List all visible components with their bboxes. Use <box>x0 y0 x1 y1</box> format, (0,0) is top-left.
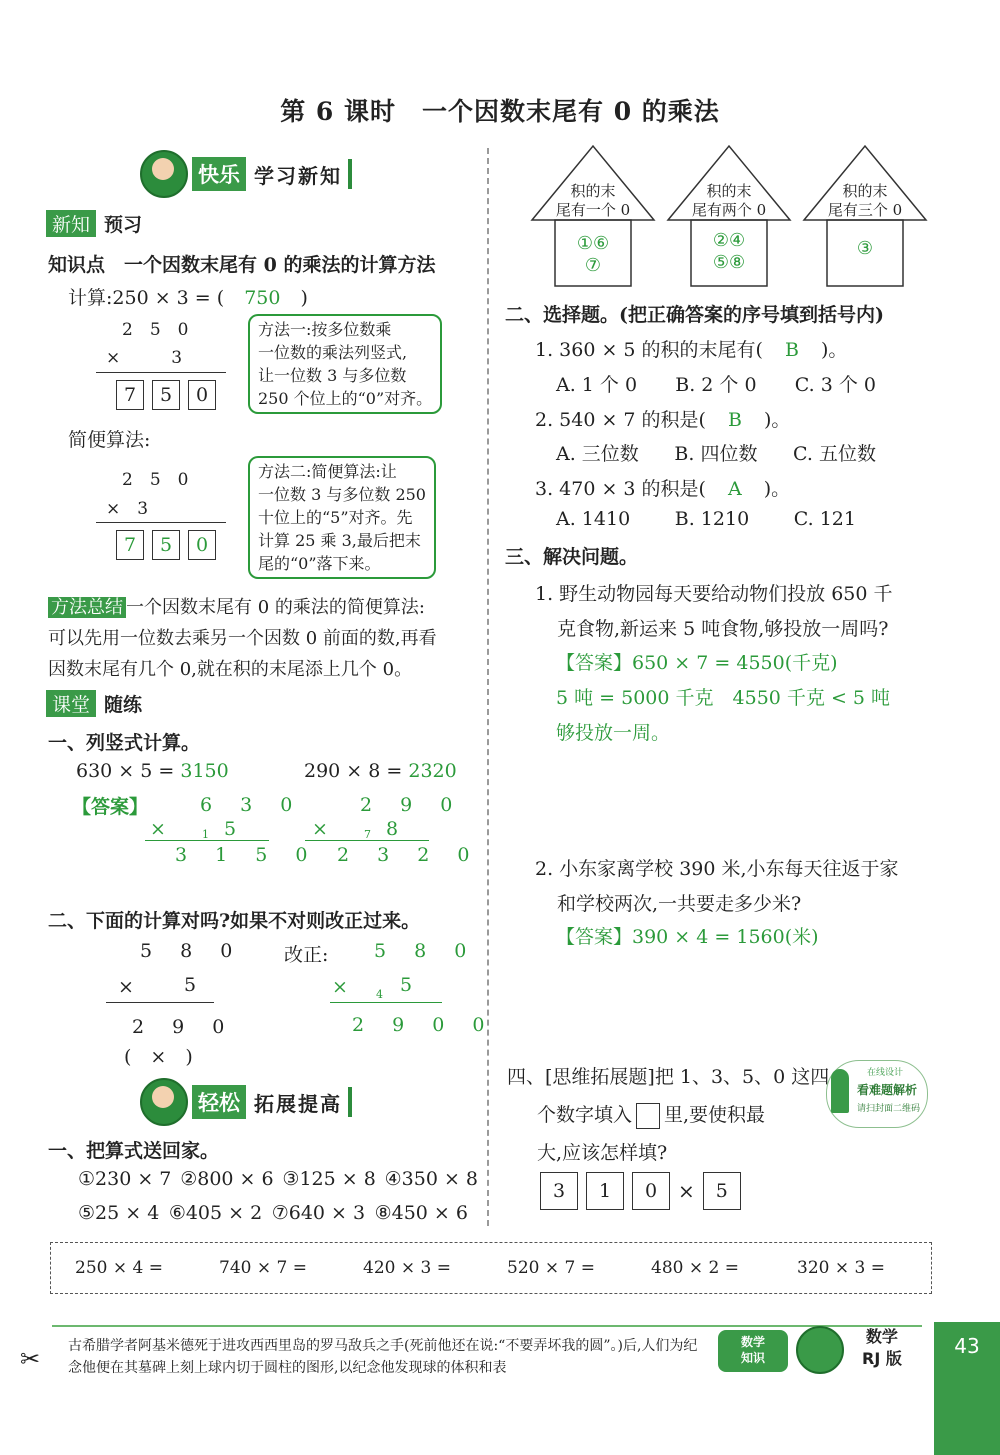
wrong-result: 2 9 0 <box>132 1016 236 1038</box>
q1a-expr: 630 × 5 = <box>76 760 181 782</box>
roof-text: 尾有三个 0 <box>827 201 903 219</box>
method1-line: 一位数的乘法列竖式, <box>258 343 408 362</box>
fixed-m: 5 <box>400 974 413 996</box>
option: C. 3 个 0 <box>794 374 876 396</box>
item: ⑥405 × 2 <box>168 1202 263 1224</box>
problem-line: 克食物,新运来 5 吨食物,够投放一周吗? <box>557 618 889 640</box>
option: B. 2 个 0 <box>675 374 757 396</box>
v3-line <box>145 840 269 841</box>
problem-line: 里,要使积最 <box>664 1104 766 1126</box>
tree-icon <box>831 1069 849 1113</box>
preview-label: 预习 <box>104 214 143 236</box>
calc-close: ) <box>300 287 308 309</box>
knowledge-point: 知识点 一个因数末尾有 0 的乘法的计算方法 <box>48 254 436 276</box>
option: C. 121 <box>793 508 856 530</box>
roof-text: 尾有两个 0 <box>691 201 767 219</box>
problem-line: 2. 小东家离学校 390 米,小东每天往返于家 <box>535 858 899 880</box>
choice-1-options <box>556 370 876 397</box>
answer-line: 5 吨 = 5000 千克 4550 千克 < 5 吨 <box>556 687 891 709</box>
roof-text: 尾有一个 0 <box>555 201 631 219</box>
simple-label: 简便算法: <box>68 429 151 451</box>
answer-text: B <box>727 409 742 431</box>
calc-label: 计算:250 × 3 = ( <box>68 287 225 309</box>
practice-header <box>46 690 142 717</box>
wrong-mark: ( × ) <box>124 1046 193 1068</box>
summary-line: 因数末尾有几个 0,就在积的末尾添上几个 0。 <box>48 659 413 680</box>
vert2-result <box>116 530 224 560</box>
method2-line: 十位上的“5”对齐。先 <box>258 508 413 527</box>
item: ①230 × 7 <box>78 1168 172 1190</box>
house-3-body <box>827 238 903 260</box>
wrong-m: 5 <box>184 974 197 996</box>
question-text: 1. 360 × 5 的积的末尾有( <box>535 339 763 361</box>
qr-main-text: 看难题解析 <box>857 1083 918 1097</box>
banner-learn-new <box>140 150 352 198</box>
tag-line: 知识 <box>740 1351 765 1365</box>
q1b <box>304 760 457 782</box>
method-summary <box>48 592 437 685</box>
answer-label: 【答案】 <box>72 796 149 818</box>
v3-mul: × <box>150 818 166 840</box>
house-1-roof <box>532 182 654 220</box>
vert2-top: 2 5 0 <box>122 470 189 490</box>
calc-answer: 750 <box>244 287 281 309</box>
result-digit-box: 7 <box>116 530 144 560</box>
q1a <box>76 760 229 782</box>
body-text: ①⑥ <box>576 233 610 254</box>
banner-bar <box>348 159 352 189</box>
preview-tag: 新知 <box>46 210 96 237</box>
item: ⑦640 × 3 <box>271 1202 366 1224</box>
v3-m: 5 <box>224 818 237 840</box>
vert1-top: 2 5 0 <box>122 320 189 340</box>
problem-line: 四、[思维拓展题]把 1、3、5、0 这四 <box>507 1066 830 1088</box>
body-text: ⑤⑧ <box>712 252 746 273</box>
problem-line: 大,应该怎样填? <box>537 1142 668 1164</box>
banner-text: 学习新知 <box>254 163 342 188</box>
problem-1 <box>535 577 893 647</box>
q1-title: 一、列竖式计算。 <box>48 732 201 754</box>
q2-title: 二、下面的计算对吗?如果不对则改正过来。 <box>48 910 421 932</box>
v4-result: 2 3 2 0 <box>337 844 481 866</box>
fix-label: 改正: <box>284 944 329 966</box>
wrong-top: 5 8 0 <box>140 940 244 962</box>
option: A. 1410 <box>556 508 631 530</box>
choice-2-options <box>556 439 876 466</box>
wrong-mul: × <box>118 976 134 998</box>
v4-top: 2 9 0 <box>360 794 464 816</box>
body-text: ③ <box>856 238 874 259</box>
item: ④350 × 8 <box>384 1168 478 1190</box>
column-divider <box>487 148 489 1226</box>
option: A. 三位数 <box>556 443 639 465</box>
vert2-line <box>96 522 226 523</box>
page-title: 第 6 课时 一个因数末尾有 0 的乘法 <box>280 97 720 126</box>
result-digit-box: 0 <box>188 380 216 410</box>
result-digit-box: 5 <box>152 530 180 560</box>
v3-carry: 1 <box>202 828 209 841</box>
house-1-body <box>555 233 631 277</box>
problem-line: 1. 野生动物园每天要给动物们投放 650 千 <box>535 583 893 605</box>
banner-extend <box>140 1078 352 1126</box>
choice-2 <box>535 405 790 432</box>
problem-2 <box>535 852 899 922</box>
house-2-body <box>691 230 767 274</box>
v3-top: 6 3 0 <box>200 794 304 816</box>
body-text: ②④ <box>712 230 746 251</box>
page-number: 43 <box>954 1334 980 1358</box>
vert1-mid: × 3 <box>106 348 183 368</box>
method2-line: 尾的“0”落下来。 <box>258 554 381 573</box>
v4-carry: 7 <box>364 828 371 841</box>
problem-4 <box>507 1058 829 1172</box>
fixed-carry: 4 <box>376 988 383 1001</box>
items-row2 <box>78 1202 468 1224</box>
result-digit-box: 0 <box>188 530 216 560</box>
problem-1-answer <box>556 646 890 751</box>
footer-expr: 250 × 4 = <box>75 1258 163 1278</box>
footer-expr: 740 × 7 = <box>219 1258 307 1278</box>
kid-avatar-icon <box>140 1078 188 1126</box>
v4-m: 8 <box>386 818 399 840</box>
result-digit-box: 7 <box>116 380 144 410</box>
choice-1 <box>535 335 847 362</box>
banner-tag: 快乐 <box>192 157 246 191</box>
problem-4-answer <box>540 1172 749 1210</box>
calc-line <box>68 283 308 310</box>
method1-line: 250 个位上的“0”对齐。 <box>258 389 433 408</box>
problem-2-answer: 【答案】390 × 4 = 1560(米) <box>556 926 819 948</box>
vert1-line <box>96 372 226 373</box>
q3-title: 一、把算式送回家。 <box>48 1140 220 1162</box>
option: C. 五位数 <box>793 443 876 465</box>
footer-expr: 420 × 3 = <box>363 1258 451 1278</box>
fixed-result: 2 9 0 0 <box>352 1014 496 1036</box>
practice-tag: 课堂 <box>46 690 96 717</box>
problem-line: 和学校两次,一共要走多少米? <box>557 893 802 915</box>
summary-line: 一个因数末尾有 0 的乘法的简便算法: <box>126 597 425 618</box>
solve-title: 三、解决问题。 <box>505 546 639 568</box>
question-end: )。 <box>763 478 791 500</box>
question-end: )。 <box>820 339 848 361</box>
qr-sub-text: 请扫封面二维码 <box>857 1104 921 1114</box>
footer-expr: 320 × 3 = <box>797 1258 885 1278</box>
answer-line: 【答案】650 × 7 = 4550(千克) <box>556 652 838 674</box>
banner-text: 拓展提高 <box>254 1091 342 1116</box>
scissors-icon: ✂ <box>20 1345 41 1373</box>
summary-tag: 方法总结 <box>48 597 126 618</box>
q1b-expr: 290 × 8 = <box>304 760 409 782</box>
empty-box <box>636 1103 660 1129</box>
question-end: )。 <box>763 409 791 431</box>
choice-3-options <box>556 508 856 530</box>
tag-line: 数学 <box>740 1335 765 1349</box>
method1-bubble <box>248 314 442 414</box>
roof-text: 积的末 <box>706 182 752 200</box>
method2-line: 计算 25 乘 3,最后把末 <box>258 531 421 550</box>
fixed-top: 5 8 0 <box>374 940 478 962</box>
banner-bar <box>348 1087 352 1117</box>
answer-text: A <box>727 478 742 500</box>
problem-line: 个数字填入 <box>537 1104 633 1126</box>
answer-digit-box: 3 <box>540 1172 578 1210</box>
vert2-mid: × 3 <box>106 499 149 519</box>
footer-expr: 520 × 7 = <box>507 1258 595 1278</box>
v3-result: 3 1 5 0 <box>175 844 319 866</box>
q1b-answer: 2320 <box>408 760 457 782</box>
fixed-line <box>330 1002 442 1003</box>
answer-text: B <box>784 339 799 361</box>
roof-text: 积的末 <box>570 182 616 200</box>
question-text: 3. 470 × 3 的积是( <box>535 478 706 500</box>
q1a-answer: 3150 <box>180 760 229 782</box>
preview-header <box>46 210 142 237</box>
vert1-result <box>116 380 224 410</box>
subject-edition <box>862 1326 902 1370</box>
wrong-line <box>106 1002 214 1003</box>
item: ②800 × 6 <box>180 1168 274 1190</box>
footer-practice-box <box>50 1242 932 1294</box>
option: B. 1210 <box>674 508 750 530</box>
math-knowledge-note: 古希腊学者阿基米德死于进攻西西里岛的罗马敌兵之手(死前他还在说:“不要弄坏我的圆”。)后,人们为纪念他便在其墓碑上刻上球内切于圆柱的图形,以纪念他发现球的体积和表 <box>68 1338 698 1376</box>
times-sign: × <box>678 1179 695 1203</box>
method1-line: 让一位数 3 与多位数 <box>258 366 407 385</box>
house-3-roof <box>804 182 926 220</box>
option: A. 1 个 0 <box>556 374 638 396</box>
question-text: 2. 540 × 7 的积是( <box>535 409 706 431</box>
qr-top-text: 在线设计 <box>867 1068 904 1078</box>
body-text: ⑦ <box>584 255 602 276</box>
items-row1 <box>78 1168 478 1190</box>
method1-line: 方法一:按多位数乘 <box>258 320 392 339</box>
kid-avatar-icon <box>140 150 188 198</box>
answer-digit-box: 5 <box>703 1172 741 1210</box>
page-number-tab <box>934 1322 1000 1455</box>
banner-tag: 轻松 <box>192 1085 246 1119</box>
practice-label: 随练 <box>104 694 143 716</box>
method2-line: 方法二:简便算法:让 <box>258 462 397 481</box>
result-digit-box: 5 <box>152 380 180 410</box>
answer-digit-box: 1 <box>586 1172 624 1210</box>
qr-badge <box>826 1060 928 1128</box>
footer-expr: 480 × 2 = <box>651 1258 739 1278</box>
answer-line: 够投放一周。 <box>556 722 671 744</box>
choice-title: 二、选择题。(把正确答案的序号填到括号内) <box>505 304 884 326</box>
item: ⑤25 × 4 <box>78 1202 160 1224</box>
v4-line <box>305 840 429 841</box>
mascot-icon <box>796 1326 844 1374</box>
item: ⑧450 × 6 <box>374 1202 468 1224</box>
v4-mul: × <box>312 818 328 840</box>
edition-label: RJ 版 <box>862 1349 902 1368</box>
roof-text: 积的末 <box>842 182 888 200</box>
house-2-roof <box>668 182 790 220</box>
method2-line: 一位数 3 与多位数 250 <box>258 485 426 504</box>
math-knowledge-tag <box>718 1330 788 1372</box>
method2-bubble <box>248 456 436 579</box>
subject-label: 数学 <box>865 1327 898 1346</box>
footer-rule <box>52 1325 922 1327</box>
option: B. 四位数 <box>674 443 758 465</box>
fixed-mul: × <box>332 976 348 998</box>
summary-line: 可以先用一位数去乘另一个因数 0 前面的数,再看 <box>48 628 437 649</box>
choice-3 <box>535 474 790 501</box>
answer-digit-box: 0 <box>632 1172 670 1210</box>
item: ③125 × 8 <box>282 1168 376 1190</box>
